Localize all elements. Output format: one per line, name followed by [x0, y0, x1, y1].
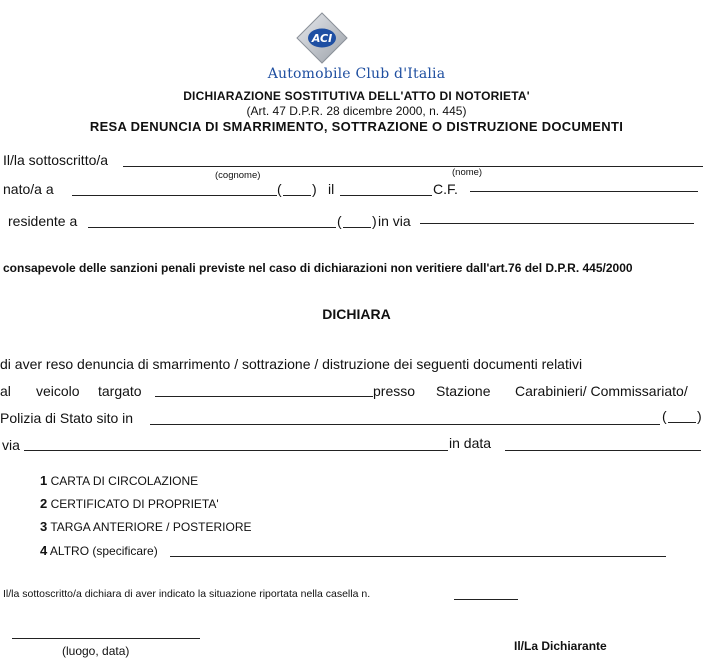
- resident-label: residente a: [8, 213, 78, 229]
- police-station-address-field[interactable]: [150, 424, 660, 425]
- statement-word-veicolo: veicolo: [36, 383, 80, 399]
- statement-word-al: al: [0, 383, 11, 399]
- birth-province-close: ): [312, 181, 317, 197]
- born-label: nato/a a: [3, 181, 54, 197]
- residence-city-field[interactable]: [88, 227, 336, 228]
- statement-line1: di aver reso denuncia di smarrimento / sottrazione / distruzione dei seguenti documenti relativi: [0, 356, 583, 372]
- statement-line3: Polizia di Stato sito in: [0, 410, 134, 426]
- declares-heading: DICHIARA: [322, 306, 391, 322]
- document-number: 2: [40, 496, 48, 511]
- legal-reference: (Art. 47 D.P.R. 28 dicembre 2000, n. 445): [246, 104, 467, 118]
- place-date-field[interactable]: [12, 638, 200, 639]
- document-subtitle: RESA DENUNCIA DI SMARRIMENTO, SOTTRAZIONE O DISTRUZIONE DOCUMENTI: [89, 119, 624, 134]
- residence-province-field[interactable]: [343, 227, 371, 228]
- logo-text: ACI: [311, 32, 333, 45]
- residence-province-open: (: [337, 213, 342, 229]
- document-title: DICHIARAZIONE SOSTITUTIVA DELL'ATTO DI NOTORIETA': [183, 89, 530, 103]
- statement-word-presso: presso: [373, 383, 416, 399]
- undersigned-label: Il/la sottoscritto/a: [3, 152, 109, 168]
- organization-name: Automobile Club d'Italia: [267, 66, 446, 82]
- box-number-field[interactable]: [454, 599, 518, 600]
- tax-code-field[interactable]: [470, 191, 698, 192]
- residence-street-field[interactable]: [420, 223, 694, 224]
- statement-word-stazione: Stazione: [436, 383, 491, 399]
- undersigned-name-field[interactable]: [123, 166, 703, 167]
- street-label: in via: [378, 213, 411, 229]
- other-document-field[interactable]: [170, 556, 666, 557]
- place-date-label: (luogo, data): [62, 644, 130, 658]
- statement-word-carabinieri: Carabinieri/ Commissariato/: [515, 383, 688, 399]
- police-province-close: ): [697, 408, 702, 424]
- police-province-field[interactable]: [668, 422, 696, 423]
- birth-date-field[interactable]: [340, 195, 432, 196]
- report-date-field[interactable]: [505, 450, 701, 451]
- residence-province-close: ): [372, 213, 377, 229]
- name-hint: (nome): [452, 167, 483, 178]
- birth-province-open: (: [277, 181, 282, 197]
- document-label: TARGA ANTERIORE / POSTERIORE: [50, 520, 252, 534]
- plate-number-field[interactable]: [155, 396, 373, 397]
- statement-date-label: in data: [449, 435, 492, 451]
- document-number: 4: [40, 543, 48, 558]
- document-item-4: [40, 543, 158, 558]
- document-label: CERTIFICATO DI PROPRIETA': [50, 497, 219, 511]
- tax-code-label: C.F.: [433, 181, 458, 197]
- statement-word-targato: targato: [98, 383, 142, 399]
- document-item-2: [40, 496, 219, 511]
- police-province-open: (: [662, 408, 667, 424]
- document-label: ALTRO (specificare): [49, 544, 158, 558]
- aci-logo: [296, 12, 348, 64]
- document-number: 1: [40, 473, 48, 488]
- police-street-field[interactable]: [24, 450, 448, 451]
- birth-date-label: il: [328, 181, 335, 197]
- birthplace-field[interactable]: [72, 195, 277, 196]
- document-item-1: [40, 473, 198, 488]
- statement-via-label: via: [2, 437, 20, 453]
- document-label: CARTA DI CIRCOLAZIONE: [50, 474, 199, 488]
- document-item-3: [40, 519, 252, 534]
- signer-label: Il/La Dichiarante: [514, 639, 607, 653]
- birth-province-field[interactable]: [283, 195, 311, 196]
- document-number: 3: [40, 519, 48, 534]
- awareness-statement: consapevole delle sanzioni penali previste nel caso di dichiarazioni non veritiere dall'art.76 del D.P.R. 445/2000: [3, 261, 633, 275]
- box-statement: Il/la sottoscritto/a dichiara di aver indicato la situazione riportata nella casella n.: [3, 588, 371, 600]
- surname-hint: (cognome): [215, 170, 261, 181]
